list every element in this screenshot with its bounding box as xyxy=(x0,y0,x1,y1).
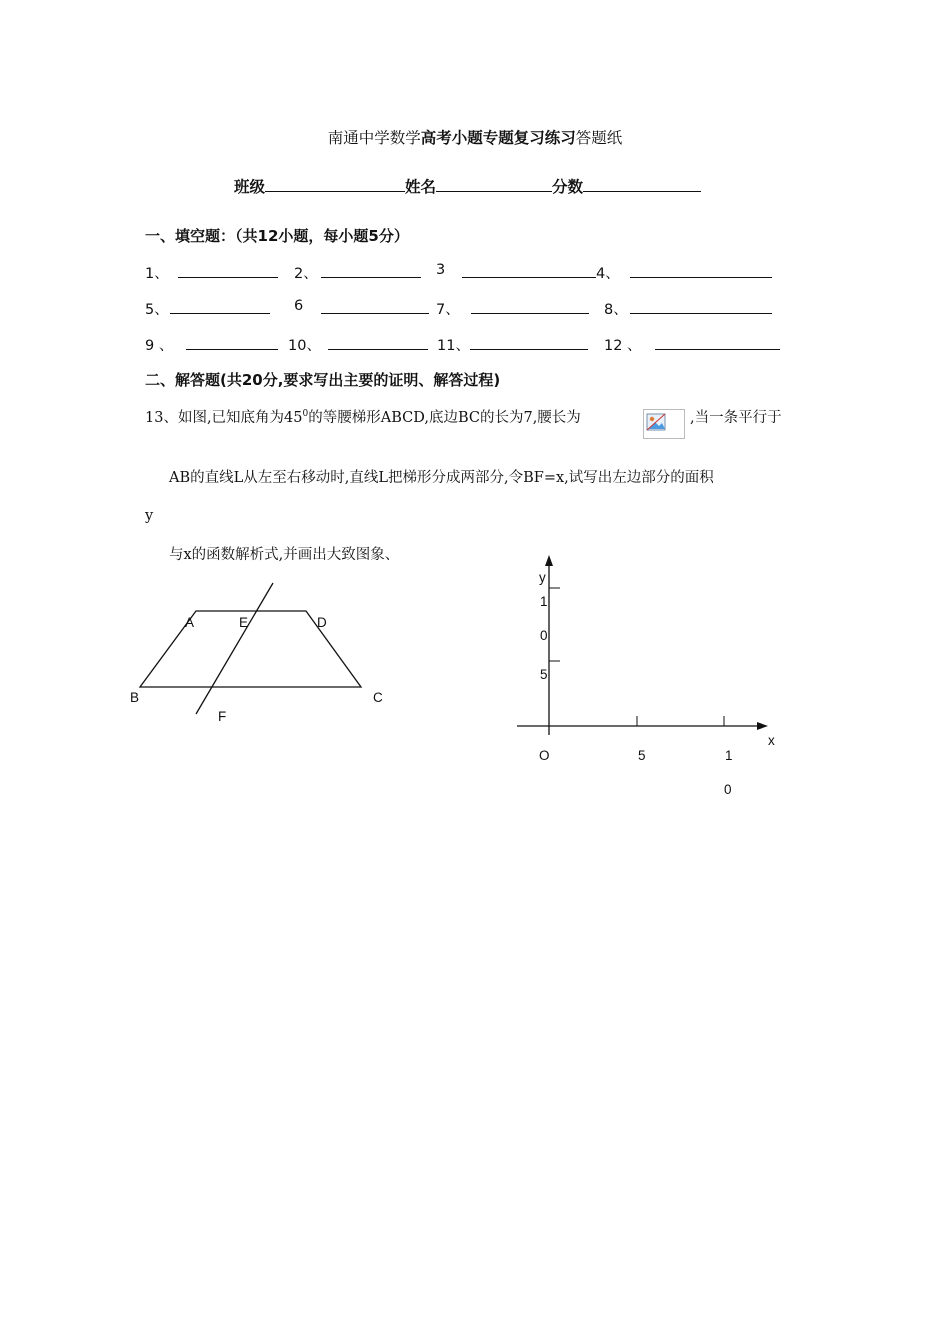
trapezoid-figure xyxy=(120,580,400,730)
answer-blank-8[interactable] xyxy=(630,313,772,314)
y-tick-label-10-b: 0 xyxy=(540,628,548,643)
blank-label-9: 9 、 xyxy=(145,338,174,354)
score-field[interactable] xyxy=(583,174,701,192)
answer-blank-3[interactable] xyxy=(462,277,596,278)
answer-blank-1[interactable] xyxy=(178,277,278,278)
class-field[interactable] xyxy=(265,174,405,192)
vertex-label-d: D xyxy=(317,615,327,630)
blank-label-6: 6 xyxy=(294,298,304,314)
blank-label-11: 11、 xyxy=(437,338,470,354)
blank-label-2: 2、 xyxy=(294,266,318,282)
student-info-line xyxy=(234,174,701,197)
answer-blank-6[interactable] xyxy=(321,313,429,314)
answer-blank-5[interactable] xyxy=(170,313,270,314)
blank-label-7: 7、 xyxy=(436,302,460,318)
blank-label-4: 4、 xyxy=(596,266,620,282)
coordinate-axes xyxy=(510,550,780,750)
question-13-line1-end: ,当一条平行于 xyxy=(690,410,782,426)
blank-label-10: 10、 xyxy=(288,338,321,354)
answer-blank-9[interactable] xyxy=(186,349,278,350)
vertex-label-c: C xyxy=(373,690,383,705)
broken-image-icon xyxy=(643,409,685,439)
answer-blank-12[interactable] xyxy=(655,349,780,350)
answer-blank-11[interactable] xyxy=(470,349,588,350)
class-label: 班级 xyxy=(234,178,266,196)
y-axis-label: y xyxy=(539,570,546,585)
answer-blank-4[interactable] xyxy=(630,277,772,278)
line-l xyxy=(196,583,273,714)
x-tick-label-10-a: 1 xyxy=(725,748,733,763)
x-tick-label-10-b: 0 xyxy=(724,782,732,797)
question-13-line2: AB的直线L从左至右移动时,直线L把梯形分成两部分,令BF=x,试写出左边部分的面积 xyxy=(169,470,714,486)
question-13-line2-y: y xyxy=(145,508,154,524)
x-axis-label: x xyxy=(768,733,775,748)
question-13-line1: 13、如图,已知底角为$45^0$的等腰梯形ABCD,底边BC的长为7,腰长为 xyxy=(145,409,581,426)
blank-label-1: 1、 xyxy=(145,266,169,282)
x-axis-arrow xyxy=(757,722,768,730)
name-label: 姓名 xyxy=(405,178,437,196)
origin-label: O xyxy=(539,748,550,763)
y-tick-label-5: 5 xyxy=(540,667,548,682)
vertex-label-a: A xyxy=(185,615,195,630)
answer-blank-7[interactable] xyxy=(471,313,589,314)
section-solution-heading: 二、解答题(共20分,要求写出主要的证明、解答过程) xyxy=(145,371,501,389)
y-tick-label-10-a: 1 xyxy=(540,594,548,609)
blank-label-8: 8、 xyxy=(604,302,628,318)
section-fill-blank-heading: 一、填空题：（共12小题，每小题5分） xyxy=(145,227,409,245)
blank-label-3: 3 xyxy=(436,262,446,278)
point-label-f: F xyxy=(218,709,227,724)
name-field[interactable] xyxy=(436,174,552,192)
page-title: 南通中学数学高考小题专题复习练习答题纸 xyxy=(327,129,623,147)
answer-blank-10[interactable] xyxy=(328,349,428,350)
point-label-e: E xyxy=(239,615,249,630)
x-tick-label-5: 5 xyxy=(638,748,646,763)
y-axis-arrow xyxy=(545,555,553,566)
blank-label-12: 12 、 xyxy=(604,338,642,354)
question-13-line3: 与x的函数解析式,并画出大致图象、 xyxy=(169,547,400,563)
score-label: 分数 xyxy=(552,178,584,196)
blank-label-5: 5、 xyxy=(145,302,169,318)
answer-blank-2[interactable] xyxy=(321,277,421,278)
vertex-label-b: B xyxy=(130,690,140,705)
